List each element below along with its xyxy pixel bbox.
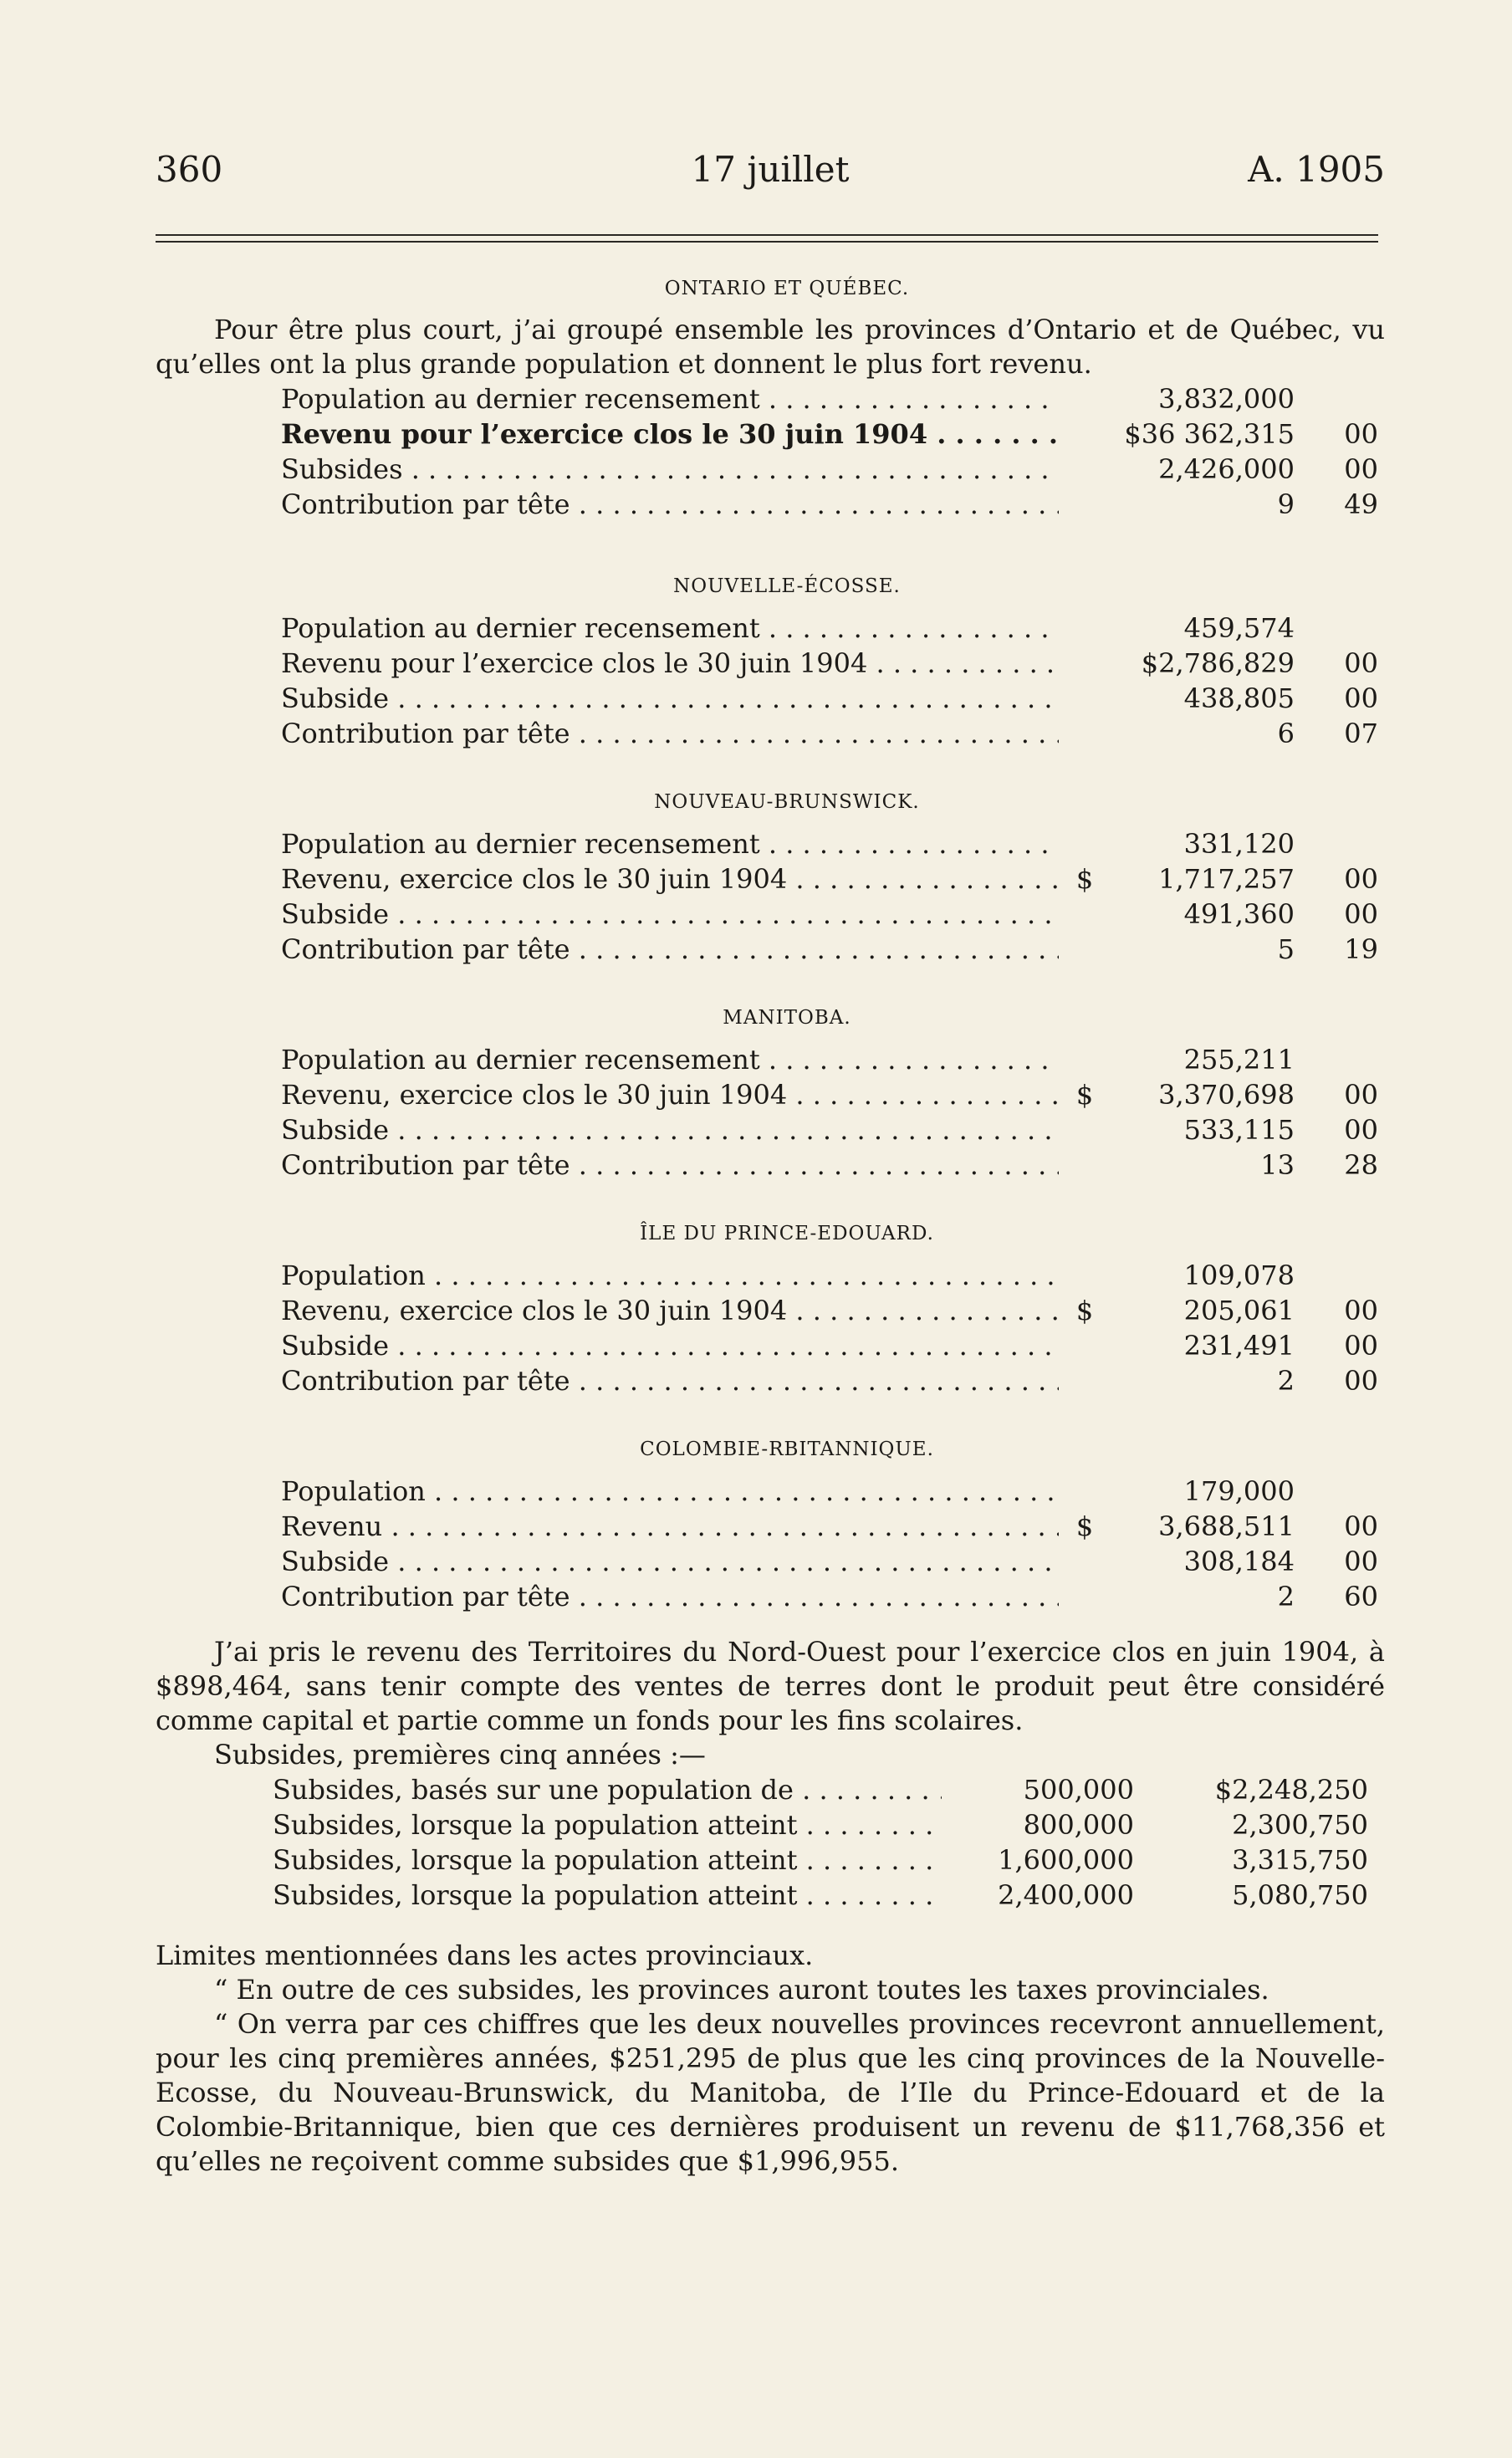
table-row [156, 416, 1385, 452]
page-header [156, 149, 1385, 199]
table-row [156, 1077, 1385, 1112]
section-heading: MANITOBA. [723, 1007, 851, 1029]
row-amount: 3,370,698 [1158, 1079, 1295, 1111]
row-label: Subside . . . [281, 1328, 1184, 1363]
section-colombie-britannique [156, 1439, 1385, 1614]
row-amount: 1,717,257 [1158, 863, 1295, 895]
table-row [156, 1509, 1385, 1544]
subsides-amount: 2,300,750 [1232, 1809, 1368, 1841]
row-label: Contribution par tête . . . [281, 1363, 1184, 1398]
row-amount: 6 [1277, 718, 1295, 749]
row-amount: 3,688,511 [1158, 1510, 1295, 1542]
row-cents: 28 [1344, 1149, 1378, 1181]
row-cents: 00 [1344, 1365, 1378, 1397]
page-date: 17 juillet [691, 149, 850, 190]
subsides-population: 800,000 [1023, 1809, 1134, 1841]
row-label: Contribution par tête . . . [281, 487, 1184, 522]
territoires-paragraph: J’ai pris le revenu des Territoires du Nord-Ouest pour l’exercice clos en juin 1904, à $898,464, sans tenir compte des ventes de terres dont le produit peut être considéré comme capital et partie comme un fonds pour les fins scolaires. [156, 1636, 1385, 1736]
subsides-population: 500,000 [1023, 1774, 1134, 1806]
row-currency: $ [1075, 1295, 1094, 1326]
row-amount: 109,078 [1183, 1260, 1295, 1291]
row-cents: 00 [1344, 1114, 1378, 1146]
row-amount: 205,061 [1183, 1295, 1295, 1326]
row-label: Revenu, exercice clos le 30 juin 1904 . . . [281, 1077, 1184, 1112]
table-row [156, 681, 1385, 716]
page-number: 360 [156, 149, 223, 190]
section-ile-prince-edouard [156, 1223, 1385, 1398]
row-amount: 9 [1277, 488, 1295, 520]
table-row [156, 1328, 1385, 1363]
row-cents: 07 [1344, 718, 1378, 749]
row-cents: 49 [1344, 488, 1378, 520]
subsides-row [156, 1842, 1385, 1878]
row-amount: 3,832,000 [1158, 383, 1295, 415]
row-amount: 179,000 [1183, 1475, 1295, 1507]
section-territoires [156, 1635, 1385, 1913]
table-row [156, 1112, 1385, 1147]
row-amount: 308,184 [1183, 1546, 1295, 1577]
subsides-amount: $2,248,250 [1214, 1774, 1368, 1806]
quote-conclusion: “ On verra par ces chiffres que les deux nouvelles provinces recevront annuellement, pour les cinq premières années, $251,295 de plus que les cinq provinces de la Nouvelle-Ecosse, du Nouveau-Brunswick, du Manitoba, de l’Ile du Prince-Edouard et de la Colombie-Britannique, bien que ces dernières produisent un revenu de $11,768,356 et qu’elles ne reçoivent comme subsides que $1,996,955. [156, 2008, 1385, 2177]
row-label: Population au dernier recensement . . . [281, 1042, 1184, 1077]
subsides-label: Subsides, lorsque la population atteint . . . [273, 1842, 1109, 1878]
row-label: Contribution par tête . . . [281, 1147, 1184, 1183]
row-currency: $ [1075, 1079, 1094, 1111]
row-cents: 00 [1344, 647, 1378, 679]
subsides-amount: 3,315,750 [1232, 1844, 1368, 1876]
table-row [156, 861, 1385, 897]
table-row [156, 826, 1385, 861]
subsides-intro: Subsides, premières cinq années :— [214, 1739, 706, 1771]
row-cents: 60 [1344, 1581, 1378, 1612]
row-currency: $ [1075, 1510, 1094, 1542]
row-amount: $2,786,829 [1141, 647, 1295, 679]
row-label: Revenu, exercice clos le 30 juin 1904 . . . [281, 861, 1184, 897]
row-amount: 2 [1277, 1365, 1295, 1397]
subsides-row [156, 1878, 1385, 1913]
row-amount: 2,426,000 [1158, 453, 1295, 485]
subsides-population: 2,400,000 [998, 1879, 1134, 1911]
table-row [156, 1042, 1385, 1077]
intro-paragraph: Pour être plus court, j’ai groupé ensemble les provinces d’Ontario et de Québec, vu qu’elles ont la plus grande population et donnent le plus fort revenu. [156, 314, 1385, 380]
table-row [156, 897, 1385, 932]
row-amount: 491,360 [1183, 898, 1295, 930]
subsides-label: Subsides, basés sur une population de . . . [273, 1772, 1109, 1807]
table-row [156, 611, 1385, 646]
table-row [156, 1258, 1385, 1293]
row-cents: 00 [1344, 682, 1378, 714]
row-cents: 00 [1344, 453, 1378, 485]
row-cents: 00 [1344, 1546, 1378, 1577]
table-row [156, 716, 1385, 751]
row-label: Revenu pour l’exercice clos le 30 juin 1904 . . . [281, 646, 1184, 681]
table-row [156, 452, 1385, 487]
row-label: Contribution par tête . . . [281, 932, 1184, 967]
row-amount: 331,120 [1183, 828, 1295, 860]
table-row [156, 1147, 1385, 1183]
row-cents: 00 [1344, 1330, 1378, 1362]
row-label: Subsides . . . [281, 452, 1184, 487]
table-row [156, 487, 1385, 522]
row-label: Subside . . . [281, 681, 1184, 716]
row-label: Contribution par tête . . . [281, 1579, 1184, 1614]
row-label: Population au dernier recensement . . . [281, 381, 1184, 416]
row-amount: 533,115 [1183, 1114, 1295, 1146]
section-heading: COLOMBIE-RBITANNIQUE. [640, 1439, 934, 1460]
row-cents: 00 [1344, 1510, 1378, 1542]
row-label: Revenu . . . [281, 1509, 1184, 1544]
subsides-label: Subsides, lorsque la population atteint . . . [273, 1807, 1109, 1842]
row-amount: 2 [1277, 1581, 1295, 1612]
row-label: Contribution par tête . . . [281, 716, 1184, 751]
row-amount: 13 [1260, 1149, 1295, 1181]
row-label: Population au dernier recensement . . . [281, 611, 1184, 646]
section-heading: NOUVEAU-BRUNSWICK. [654, 791, 920, 813]
table-row [156, 646, 1385, 681]
subsides-amount: 5,080,750 [1232, 1879, 1368, 1911]
limites-line: Limites mentionnées dans les actes provinciaux. [156, 1939, 814, 1971]
row-label: Revenu pour l’exercice clos le 30 juin 1904 . . . [281, 416, 1184, 452]
table-row [156, 1363, 1385, 1398]
row-cents: 19 [1344, 933, 1378, 965]
quote-taxes: “ En outre de ces subsides, les provinces auront toutes les taxes provinciales. [214, 1974, 1269, 2006]
row-label: Subside . . . [281, 1112, 1184, 1147]
row-label: Revenu, exercice clos le 30 juin 1904 . . . [281, 1293, 1184, 1328]
subsides-row [156, 1772, 1385, 1807]
header-rule-second [156, 241, 1378, 243]
row-amount: 231,491 [1183, 1330, 1295, 1362]
row-label: Subside . . . [281, 897, 1184, 932]
row-currency: $ [1075, 863, 1094, 895]
table-row [156, 1579, 1385, 1614]
section-nouveau-brunswick [156, 791, 1385, 967]
row-label: Population . . . [281, 1474, 1184, 1509]
table-row [156, 1293, 1385, 1328]
section-nouvelle-ecosse [156, 575, 1385, 751]
subsides-label: Subsides, lorsque la population atteint . . . [273, 1878, 1109, 1913]
section-manitoba [156, 1007, 1385, 1183]
row-label: Population . . . [281, 1258, 1184, 1293]
row-amount: 5 [1277, 933, 1295, 965]
table-row [156, 932, 1385, 967]
section-heading: ÎLE DU PRINCE-EDOUARD. [640, 1223, 934, 1244]
row-cents: 00 [1344, 1079, 1378, 1111]
subsides-population: 1,600,000 [998, 1844, 1134, 1876]
header-rule [156, 234, 1378, 236]
row-cents: 00 [1344, 898, 1378, 930]
table-row [156, 381, 1385, 416]
section-heading: NOUVELLE-ÉCOSSE. [673, 575, 901, 597]
row-cents: 00 [1344, 1295, 1378, 1326]
row-amount: $36 362,315 [1124, 418, 1295, 450]
row-amount: 438,805 [1183, 682, 1295, 714]
section-ontario-quebec [156, 278, 1385, 522]
row-cents: 00 [1344, 863, 1378, 895]
table-row [156, 1474, 1385, 1509]
row-cents: 00 [1344, 418, 1378, 450]
table-row [156, 1544, 1385, 1579]
row-amount: 255,211 [1183, 1044, 1295, 1076]
subsides-row [156, 1807, 1385, 1842]
row-amount: 459,574 [1183, 612, 1295, 644]
row-label: Population au dernier recensement . . . [281, 826, 1184, 861]
section-closing [156, 1939, 1385, 2179]
row-label: Subside . . . [281, 1544, 1184, 1579]
page-year: A. 1905 [1248, 149, 1385, 190]
section-heading: ONTARIO ET QUÉBEC. [664, 278, 910, 299]
stats-table [156, 381, 1385, 522]
